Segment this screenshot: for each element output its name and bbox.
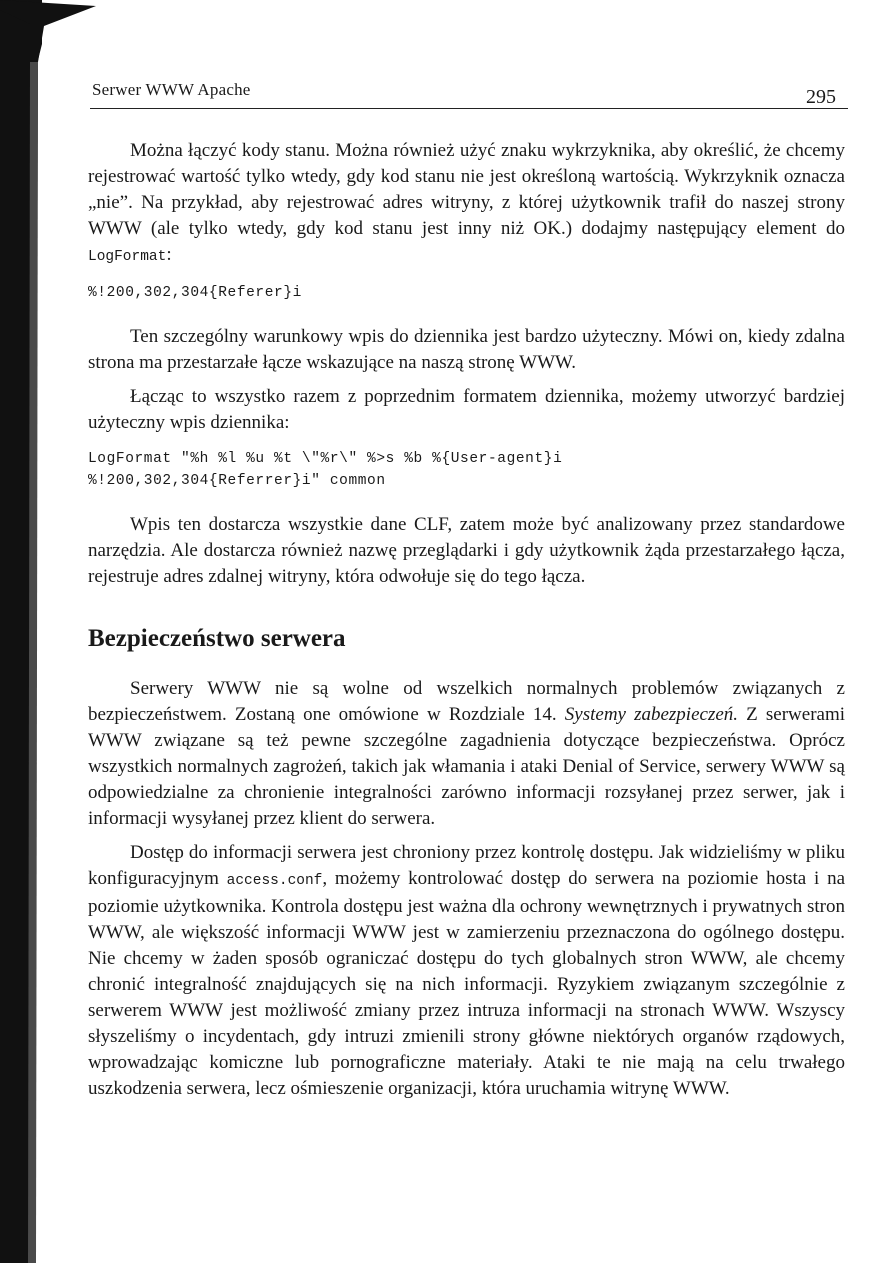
paragraph-combining: Łącząc to wszystko razem z poprzednim formatem dziennika, możemy utworzyć bardziej użyteczny wpis dziennika: (88, 386, 845, 433)
inline-code-logformat: LogFormat (88, 249, 167, 265)
code-snippet-logformat: LogFormat "%h %l %u %t \"%r\" %>s %b %{User-agent}i %!200,302,304{Referrer}i" common (88, 451, 563, 489)
paragraph-text: , możemy kontrolować dostęp do serwera na poziomie hosta i na poziomie użytkownika. Kontrola dostępu jest ważna dla ochrony wewnętrznych i prywatnych stron WWW, ale większość informacji WWW jest w zamierzeniu przeznaczona do ogólnego dostępu. Nie chcemy w żaden sposób ograniczać dostępu do tych globalnych stron WWW, ale chcemy chronić integralność znajdujących się na nich informacji. Ryzykiem związanym szczególnie z serwerem WWW jest możliwość zmiany przez intruza informacji na stronach WWW. Wszyscy słyszeliśmy o incydentach, gdy intruzi zmienili strony główne niektórych organów rządowych, wprowadzając komiczne lub pornograficzne materiały. Ataki te nie mają na celu trwałego uszkodzenia serwera, lecz ośmieszenie organizacji, która uruchamia witrynę WWW. (88, 868, 846, 1099)
paragraph-text: Dostęp do informacji serwera jest chroniony przez kontrolę dostępu. Jak widzieliśmy w pliku konfiguracyjnym (88, 842, 845, 889)
binding-corner-mark (0, 0, 100, 70)
inline-code-access-conf: access.conf (226, 873, 323, 889)
header-rule (90, 108, 848, 109)
paragraph-clf: Wpis ten dostarcza wszystkie dane CLF, zatem może być analizowany przez standardowe narzędzia. Ale dostarcza również nazwę przeglądarki i gdy użytkownik żąda przestarzałego łącza, rejestruje adres zdalnej witryny, która odwołuje się do tego łącza. (88, 514, 845, 587)
page-number: 295 (806, 86, 836, 108)
paragraph-access-control (88, 840, 845, 1102)
binding-edge (0, 0, 42, 1263)
paragraph-text: Serwery WWW nie są wolne od wszelkich normalnych problemów związanych z bezpieczeństwem. Zostaną one omówione w Rozdziale 14. (88, 678, 845, 725)
section-heading: Bezpieczeństwo serwera (88, 625, 346, 652)
paragraph-status-codes (88, 138, 845, 270)
code-snippet-referer: %!200,302,304{Referer}i (88, 285, 302, 301)
paragraph-security-intro (88, 676, 845, 832)
paragraph-text: : (166, 244, 172, 265)
paragraph-text: Można łączyć kody stanu. Można również użyć znaku wykrzyknika, aby określić, że chcemy rejestrować wartość tylko wtedy, gdy kod stanu nie jest określoną wartością. Wykrzyknik oznacza „nie”. Na przykład, aby rejestrować adres witryny, z której użytkownik trafił do naszej strony WWW (ale tylko wtedy, gdy kod stanu jest inny niż OK.) dodajmy następujący element do (88, 140, 845, 239)
paragraph-conditional-entry: Ten szczególny warunkowy wpis do dziennika jest bardzo użyteczny. Mówi on, kiedy zdalna strona ma przestarzałe łącze wskazujące na naszą stronę WWW. (88, 326, 845, 373)
page-body (88, 138, 845, 1102)
running-title: Serwer WWW Apache (92, 80, 251, 99)
paragraph-text: Z serwerami WWW związane są też pewne szczególne zagadnienia dotyczące bezpieczeństwa. Oprócz wszystkich normalnych zagrożeń, takich jak włamania i ataki Denial of Service, serwery WWW są odpowiedzialne za chronienie integralności zarówno informacji rozsyłanej przez serwer, jak i informacji wysyłanej przez klient do serwera. (88, 704, 846, 829)
chapter-reference: Systemy zabezpieczeń. (564, 704, 739, 725)
